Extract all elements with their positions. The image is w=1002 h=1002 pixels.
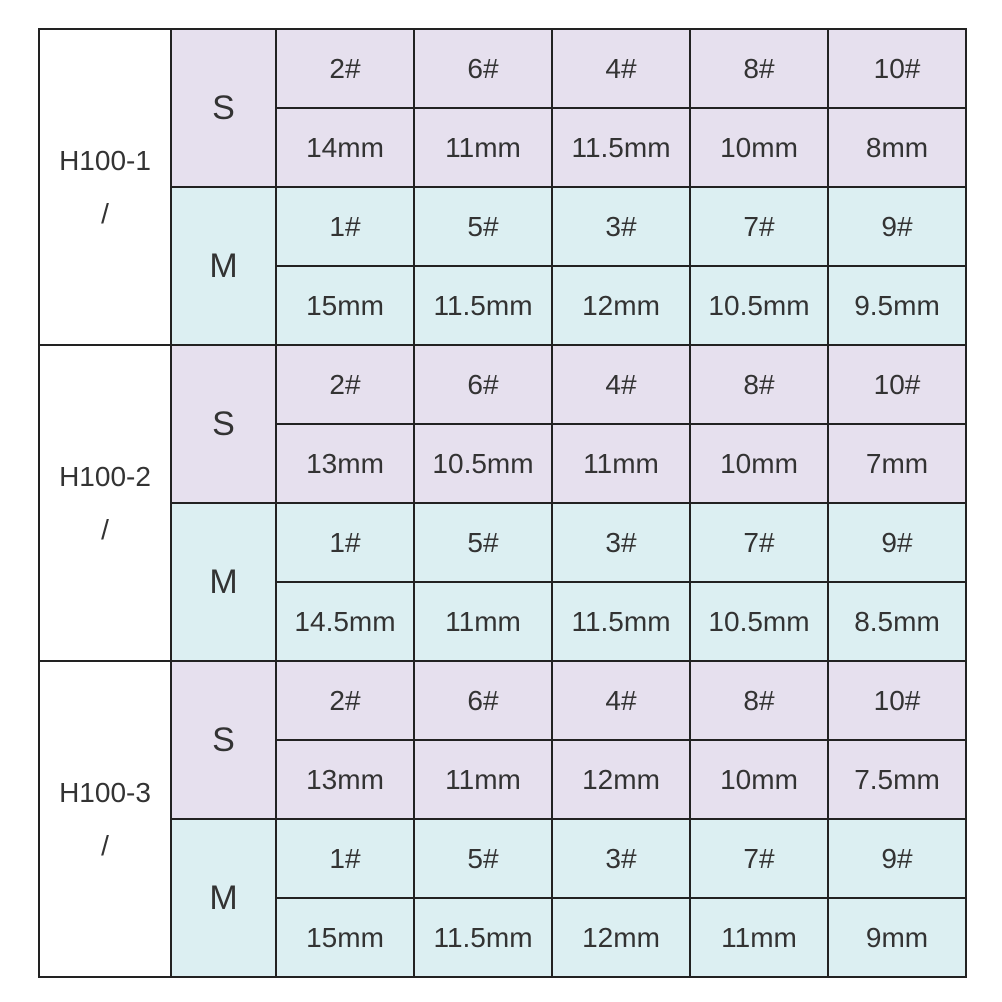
model-suffix: / [101, 198, 109, 229]
length-cell: 8.5mm [828, 582, 966, 661]
code-cell: 1# [276, 503, 414, 582]
length-cell: 11.5mm [552, 582, 690, 661]
length-cell: 7.5mm [828, 740, 966, 819]
code-cell: 4# [552, 345, 690, 424]
code-cell: 2# [276, 661, 414, 740]
code-cell: 8# [690, 29, 828, 108]
code-cell: 6# [414, 345, 552, 424]
code-cell: 3# [552, 187, 690, 266]
size-cell: M [171, 819, 276, 977]
table-row [39, 187, 966, 266]
length-cell: 11mm [414, 582, 552, 661]
length-cell: 15mm [276, 266, 414, 345]
length-cell: 9mm [828, 898, 966, 977]
length-cell: 9.5mm [828, 266, 966, 345]
code-cell: 4# [552, 661, 690, 740]
length-cell: 10.5mm [690, 266, 828, 345]
model-name: H100-2 [59, 460, 151, 492]
model-name: H100-1 [59, 144, 151, 176]
code-cell: 5# [414, 187, 552, 266]
code-cell: 9# [828, 819, 966, 898]
length-cell: 15mm [276, 898, 414, 977]
length-cell: 10mm [690, 424, 828, 503]
code-cell: 1# [276, 187, 414, 266]
length-cell: 11.5mm [414, 266, 552, 345]
code-cell: 7# [690, 819, 828, 898]
length-cell: 11mm [414, 740, 552, 819]
code-cell: 6# [414, 29, 552, 108]
model-cell [39, 29, 171, 345]
code-cell: 3# [552, 503, 690, 582]
code-cell: 3# [552, 819, 690, 898]
length-cell: 14.5mm [276, 582, 414, 661]
length-cell: 10mm [690, 740, 828, 819]
model-suffix: / [101, 514, 109, 545]
model-cell [39, 345, 171, 661]
length-cell: 11mm [552, 424, 690, 503]
length-cell: 10.5mm [414, 424, 552, 503]
length-cell: 8mm [828, 108, 966, 187]
table-row [39, 29, 966, 108]
size-table [38, 28, 967, 978]
length-cell: 13mm [276, 424, 414, 503]
model-cell [39, 661, 171, 977]
length-cell: 12mm [552, 740, 690, 819]
length-cell: 11mm [414, 108, 552, 187]
code-cell: 7# [690, 187, 828, 266]
size-table-body [39, 29, 966, 977]
size-cell: S [171, 29, 276, 187]
code-cell: 2# [276, 345, 414, 424]
length-cell: 14mm [276, 108, 414, 187]
table-row [39, 661, 966, 740]
size-cell: M [171, 503, 276, 661]
length-cell: 11.5mm [414, 898, 552, 977]
code-cell: 8# [690, 345, 828, 424]
code-cell: 7# [690, 503, 828, 582]
code-cell: 9# [828, 503, 966, 582]
size-cell: S [171, 661, 276, 819]
size-cell: S [171, 345, 276, 503]
table-row [39, 345, 966, 424]
code-cell: 1# [276, 819, 414, 898]
code-cell: 2# [276, 29, 414, 108]
length-cell: 10.5mm [690, 582, 828, 661]
length-cell: 12mm [552, 266, 690, 345]
code-cell: 6# [414, 661, 552, 740]
table-row [39, 503, 966, 582]
code-cell: 8# [690, 661, 828, 740]
model-name: H100-3 [59, 776, 151, 808]
length-cell: 7mm [828, 424, 966, 503]
code-cell: 10# [828, 29, 966, 108]
code-cell: 5# [414, 503, 552, 582]
code-cell: 10# [828, 345, 966, 424]
size-cell: M [171, 187, 276, 345]
length-cell: 10mm [690, 108, 828, 187]
length-cell: 11.5mm [552, 108, 690, 187]
table-row [39, 819, 966, 898]
length-cell: 13mm [276, 740, 414, 819]
code-cell: 5# [414, 819, 552, 898]
code-cell: 9# [828, 187, 966, 266]
length-cell: 12mm [552, 898, 690, 977]
code-cell: 4# [552, 29, 690, 108]
model-suffix: / [101, 830, 109, 861]
code-cell: 10# [828, 661, 966, 740]
length-cell: 11mm [690, 898, 828, 977]
